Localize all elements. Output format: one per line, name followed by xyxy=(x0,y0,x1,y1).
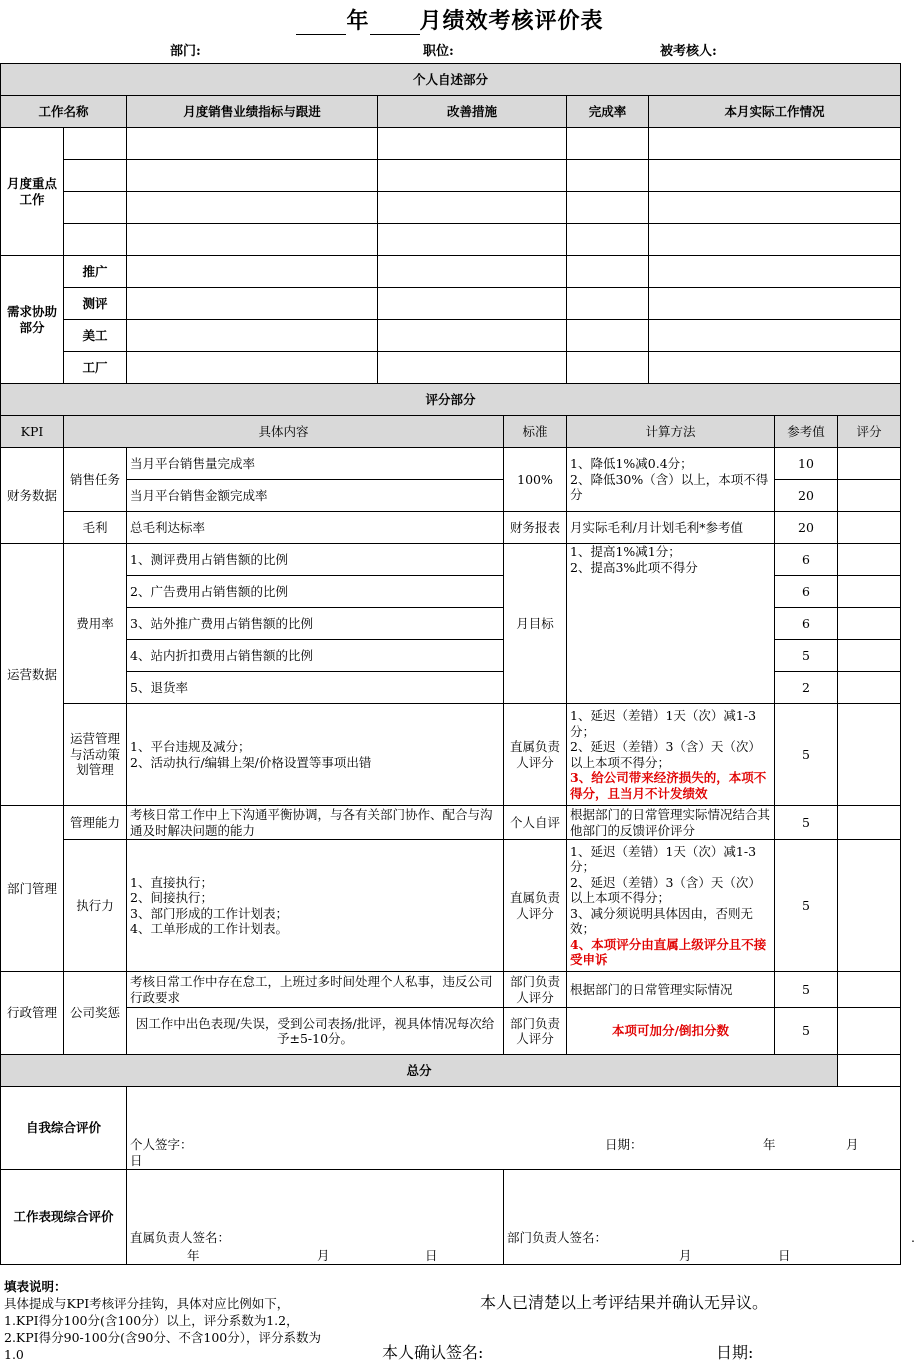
exec-standard: 直属负责人评分 xyxy=(504,840,567,972)
support-cell[interactable] xyxy=(649,256,901,288)
cost-row-2: 2、广告费用占销售额的比例 xyxy=(127,576,504,608)
admin-row1-standard: 部门负责人评分 xyxy=(504,972,567,1008)
admin-row2-content: 因工作中出色表现/失误，受到公司表扬/批评，视具体情况每次给予±5-10分。 xyxy=(127,1008,504,1055)
instructions-line: 1.0 xyxy=(4,1347,24,1362)
support-cell[interactable] xyxy=(378,256,567,288)
cost-method: 1、提高1%减1分； 2、提高3%此项不得分 xyxy=(567,544,775,704)
month-blank[interactable] xyxy=(370,12,420,35)
sales-ref-2: 20 xyxy=(775,480,838,512)
support-cell[interactable] xyxy=(567,352,649,384)
support-item-design: 美工 xyxy=(64,320,127,352)
col-sales-target: 月度销售业绩指标与跟进 xyxy=(127,96,378,128)
direct-sign-area[interactable] xyxy=(127,1170,504,1265)
support-cell[interactable] xyxy=(567,256,649,288)
sales-method: 1、降低1%减0.4分； 2、降低30%（含）以上，本项不得分 xyxy=(567,448,775,512)
ops-mgmt-method xyxy=(567,704,775,806)
confirm-sign-label: 本人确认签名: xyxy=(382,1343,484,1362)
exec-method-text: 1、延迟（差错）1天（次）减1-3分； 2、延迟（差错）3（含）天（次）以上本项不得分； 3、减分须说明具体因由，否则无效； xyxy=(570,843,761,936)
key-work-cell[interactable] xyxy=(378,160,567,192)
instructions-line: 具体提成与KPI考核评分挂钩，具体对应比例如下， xyxy=(4,1296,290,1311)
exec-ref: 5 xyxy=(775,840,838,972)
instructions-line: 1.KPI得分100分(含100分）以上，评分系数为1.2， xyxy=(4,1313,299,1328)
margin-ref: 20 xyxy=(775,512,838,544)
score-input[interactable] xyxy=(838,480,901,512)
admin-row1-content: 考核日常工作中存在怠工，上班过多时间处理个人私事，违反公司行政要求 xyxy=(127,972,504,1008)
margin-standard: 财务报表 xyxy=(504,512,567,544)
year-blank[interactable] xyxy=(296,12,346,35)
support-cell[interactable] xyxy=(127,320,378,352)
sales-task-label: 销售任务 xyxy=(64,448,127,512)
dept-sign-day: 日 xyxy=(778,1248,791,1263)
monthly-key-work-label: 月度重点工作 xyxy=(1,128,64,256)
col-actual-work: 本月实际工作情况 xyxy=(649,96,901,128)
ops-mgmt-standard: 直属负责人评分 xyxy=(504,704,567,806)
margin-content: 总毛利达标率 xyxy=(127,512,504,544)
admin-row2-ref: 5 xyxy=(775,1008,838,1055)
key-work-cell[interactable] xyxy=(64,224,127,256)
score-input[interactable] xyxy=(838,672,901,704)
admin-row1-ref: 5 xyxy=(775,972,838,1008)
cost-standard: 月目标 xyxy=(504,544,567,704)
cost-ref-4: 5 xyxy=(775,640,838,672)
form-title xyxy=(0,4,900,35)
instructions-title: 填表说明： xyxy=(4,1279,67,1294)
admin-category: 行政管理 xyxy=(1,972,64,1055)
ops-mgmt-ref: 5 xyxy=(775,704,838,806)
cost-rate-label: 费用率 xyxy=(64,544,127,704)
support-cell[interactable] xyxy=(649,352,901,384)
sales-ref-1: 10 xyxy=(775,448,838,480)
score-input[interactable] xyxy=(838,840,901,972)
support-item-review: 测评 xyxy=(64,288,127,320)
finance-category: 财务数据 xyxy=(1,448,64,544)
score-section-header: 评分部分 xyxy=(1,384,901,416)
sales-row-1: 当月平台销售量完成率 xyxy=(127,448,504,480)
support-cell[interactable] xyxy=(127,256,378,288)
col-score: 评分 xyxy=(838,416,901,448)
key-work-cell[interactable] xyxy=(64,128,127,160)
self-eval-day: 日 xyxy=(130,1153,143,1168)
support-cell[interactable] xyxy=(378,352,567,384)
col-content: 具体内容 xyxy=(64,416,504,448)
col-work-name: 工作名称 xyxy=(1,96,127,128)
admin-row2-method: 本项可加分/倒扣分数 xyxy=(567,1008,775,1055)
perf-eval-label: 工作表现综合评价 xyxy=(1,1170,127,1265)
score-input[interactable] xyxy=(838,608,901,640)
col-improvement: 改善措施 xyxy=(378,96,567,128)
ops-mgmt-method-warning: 3、给公司带来经济损失的，本项不得分，且当月不计发绩效 xyxy=(570,770,767,801)
key-work-cell[interactable] xyxy=(127,224,378,256)
confirm-date-label: 日期: xyxy=(716,1343,754,1362)
dept-sign-dot: . xyxy=(911,1230,915,1245)
col-standard: 标准 xyxy=(504,416,567,448)
ability-ref: 5 xyxy=(775,806,838,840)
direct-sign-year: 年 xyxy=(187,1248,200,1263)
key-work-cell[interactable] xyxy=(649,128,901,160)
admin-row2-standard: 部门负责人评分 xyxy=(504,1008,567,1055)
department-label: 部门: xyxy=(170,44,201,59)
key-work-cell[interactable] xyxy=(127,192,378,224)
dept-sign-month: 月 xyxy=(679,1248,692,1263)
margin-method: 月实际毛利/月计划毛利*参考值 xyxy=(567,512,775,544)
cost-row-4: 4、站内折扣费用占销售额的比例 xyxy=(127,640,504,672)
exec-method-warning: 4、本项评分由直属上级评分且不接受申诉 xyxy=(570,936,767,967)
admin-row1-method: 根据部门的日常管理实际情况 xyxy=(567,972,775,1008)
direct-sign-month: 月 xyxy=(317,1248,330,1263)
confirm-statement: 本人已清楚以上考评结果并确认无异议。 xyxy=(480,1293,769,1312)
key-work-cell[interactable] xyxy=(567,128,649,160)
key-work-cell[interactable] xyxy=(567,192,649,224)
self-eval-month: 月 xyxy=(846,1137,859,1152)
support-cell[interactable] xyxy=(567,288,649,320)
sales-row-2: 当月平台销售金额完成率 xyxy=(127,480,504,512)
cost-ref-3: 6 xyxy=(775,608,838,640)
cost-row-3: 3、站外推广费用占销售额的比例 xyxy=(127,608,504,640)
col-completion: 完成率 xyxy=(567,96,649,128)
evaluation-table xyxy=(0,63,915,1265)
dept-category: 部门管理 xyxy=(1,806,64,972)
fill-instructions xyxy=(4,1278,384,1363)
support-item-factory: 工厂 xyxy=(64,352,127,384)
cost-ref-1: 6 xyxy=(775,544,838,576)
support-cell[interactable] xyxy=(649,288,901,320)
sales-standard: 100% xyxy=(504,448,567,512)
direct-sign-day: 日 xyxy=(425,1248,438,1263)
cost-row-5: 5、退货率 xyxy=(127,672,504,704)
score-input[interactable] xyxy=(838,972,901,1008)
title-text: 月绩效考核评价表 xyxy=(419,8,604,34)
self-eval-area[interactable] xyxy=(127,1087,901,1170)
assessee-label: 被考核人: xyxy=(660,44,717,59)
direct-sign-label: 直属负责人签名： xyxy=(130,1230,231,1245)
col-reference: 参考值 xyxy=(775,416,838,448)
reward-label: 公司奖惩 xyxy=(64,972,127,1055)
self-eval-date-label: 日期： xyxy=(605,1137,643,1152)
key-work-cell[interactable] xyxy=(127,128,378,160)
ops-mgmt-content: 1、平台违规及减分； 2、活动执行/编辑上架/价格设置等事项出错 xyxy=(127,704,504,806)
ability-content: 考核日常工作中上下沟通平衡协调，与各有关部门协作、配合与沟通及时解决问题的能力 xyxy=(127,806,504,840)
ability-label: 管理能力 xyxy=(64,806,127,840)
ops-mgmt-method-text: 1、延迟（差错）1天（次）减1-3分； 2、延迟（差错）3（含）天（次）以上本项不得分； xyxy=(570,708,761,770)
key-work-cell[interactable] xyxy=(649,192,901,224)
key-work-cell[interactable] xyxy=(378,224,567,256)
self-section-header: 个人自述部分 xyxy=(1,64,901,96)
support-cell[interactable] xyxy=(378,288,567,320)
key-work-cell[interactable] xyxy=(567,160,649,192)
score-input[interactable] xyxy=(838,704,901,806)
key-work-cell[interactable] xyxy=(64,160,127,192)
key-work-cell[interactable] xyxy=(127,160,378,192)
key-work-cell[interactable] xyxy=(649,224,901,256)
dept-sign-area[interactable] xyxy=(504,1170,915,1265)
exec-content: 1、直接执行； 2、间接执行； 3、部门形成的工作计划表； 4、工单形成的工作计划表。 xyxy=(127,840,504,972)
key-work-cell[interactable] xyxy=(649,160,901,192)
total-label: 总分 xyxy=(1,1055,838,1087)
self-eval-year: 年 xyxy=(763,1137,776,1152)
col-method: 计算方法 xyxy=(567,416,775,448)
exec-method xyxy=(567,840,775,972)
score-input[interactable] xyxy=(838,1008,901,1055)
score-input[interactable] xyxy=(838,544,901,576)
score-input[interactable] xyxy=(838,448,901,480)
ability-standard: 个人自评 xyxy=(504,806,567,840)
ability-method: 根据部门的日常管理实际情况结合其他部门的反馈评价评分 xyxy=(567,806,775,840)
support-item-promotion: 推广 xyxy=(64,256,127,288)
cost-row-1: 1、测评费用占销售额的比例 xyxy=(127,544,504,576)
score-input[interactable] xyxy=(838,576,901,608)
margin-label: 毛利 xyxy=(64,512,127,544)
key-work-cell[interactable] xyxy=(567,224,649,256)
support-cell[interactable] xyxy=(378,320,567,352)
dept-sign-label: 部门负责人签名： xyxy=(507,1230,608,1245)
support-cell[interactable] xyxy=(127,352,378,384)
ops-mgmt-label: 运营管理与活动策划管理 xyxy=(64,704,127,806)
cost-ref-2: 6 xyxy=(775,576,838,608)
instructions-line: 2.KPI得分90-100分(含90分、不含100分），评分系数为 xyxy=(4,1330,321,1345)
col-kpi: KPI xyxy=(1,416,64,448)
support-cell[interactable] xyxy=(567,320,649,352)
score-input[interactable] xyxy=(838,512,901,544)
personal-sign-label: 个人签字： xyxy=(130,1137,193,1152)
score-input[interactable] xyxy=(838,806,901,840)
score-input[interactable] xyxy=(838,640,901,672)
ops-category: 运营数据 xyxy=(1,544,64,806)
support-cell[interactable] xyxy=(649,320,901,352)
support-section-label: 需求协助部分 xyxy=(1,256,64,384)
key-work-cell[interactable] xyxy=(378,128,567,160)
exec-label: 执行力 xyxy=(64,840,127,972)
year-label: 年 xyxy=(346,8,370,34)
position-label: 职位: xyxy=(423,44,454,59)
key-work-cell[interactable] xyxy=(64,192,127,224)
cost-ref-5: 2 xyxy=(775,672,838,704)
total-score-input[interactable] xyxy=(838,1055,901,1087)
self-eval-label: 自我综合评价 xyxy=(1,1087,127,1170)
key-work-cell[interactable] xyxy=(378,192,567,224)
support-cell[interactable] xyxy=(127,288,378,320)
